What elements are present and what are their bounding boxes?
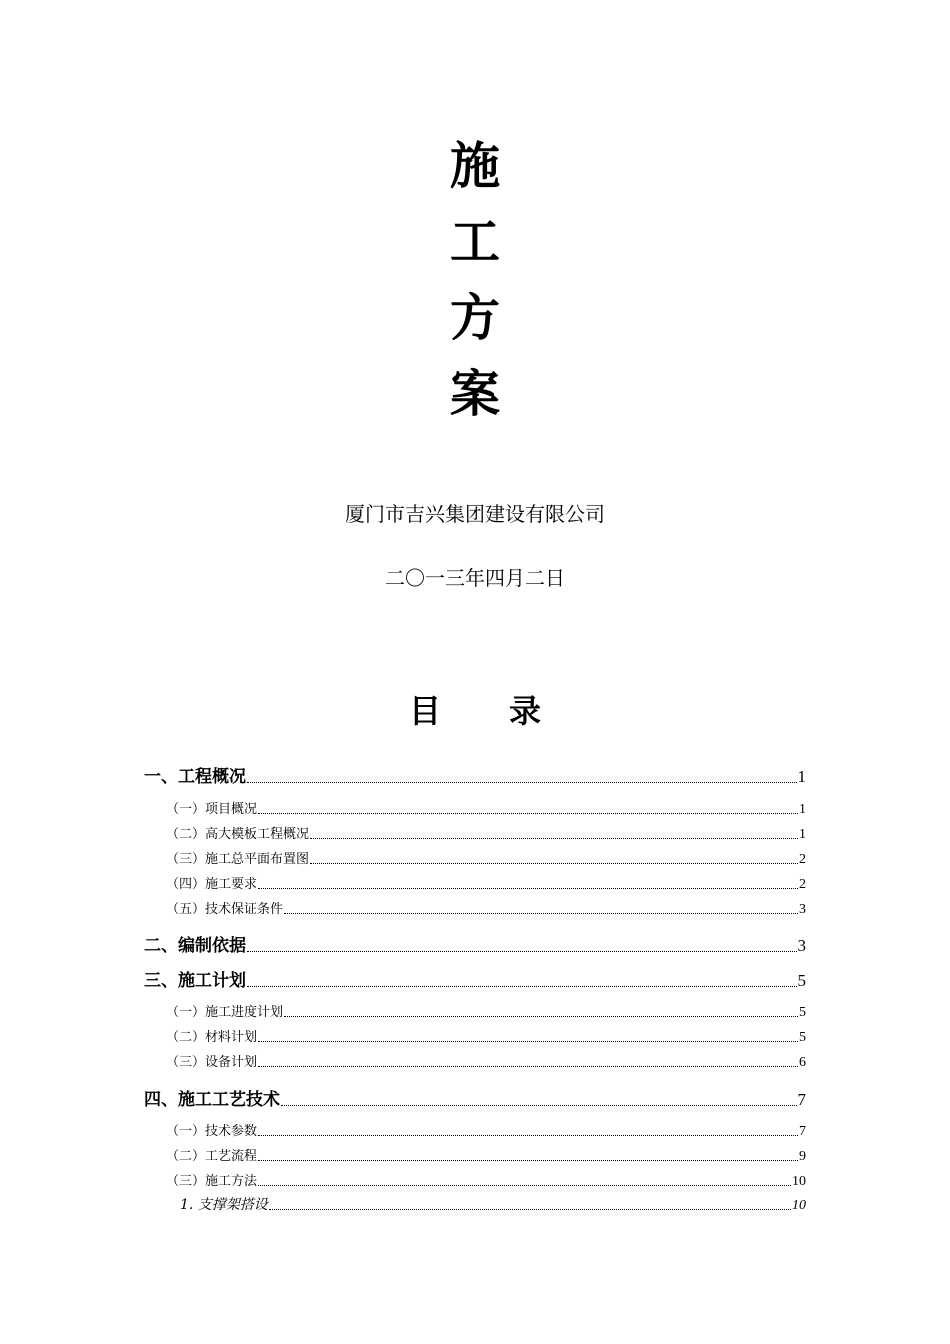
toc-entry-page: 10 (792, 1174, 806, 1189)
toc-entry-label: （二）材料计划 (166, 1030, 258, 1045)
toc-entry[interactable] (144, 1194, 806, 1214)
toc-entry-page: 7 (797, 1090, 806, 1109)
toc-entry-page: 5 (799, 1005, 806, 1020)
toc-entry-label: （三）设备计划 (166, 1055, 258, 1070)
toc-entry-page: 2 (799, 877, 806, 892)
toc-entry-page: 10 (792, 1198, 806, 1213)
toc-entry[interactable] (144, 1026, 806, 1046)
toc-entry-label: （四）施工要求 (166, 877, 258, 892)
toc-entry-label: 二、编制依据 (144, 936, 246, 956)
toc-leader-dots (247, 781, 797, 783)
toc-entry[interactable] (144, 823, 806, 843)
toc-entry[interactable] (144, 931, 806, 956)
title-char: 工 (450, 212, 500, 271)
company-name: 厦门市吉兴集团建设有限公司 (345, 502, 605, 526)
toc-entry-label: 四、施工工艺技术 (144, 1090, 280, 1110)
toc-leader-dots (258, 887, 798, 889)
toc-entry-page: 7 (799, 1124, 806, 1139)
toc-entry-page: 3 (799, 902, 806, 917)
toc-entry[interactable] (144, 873, 806, 893)
toc-leader-dots (269, 1208, 791, 1210)
toc-entry-page: 2 (799, 852, 806, 867)
document-date: 二〇一三年四月二日 (385, 566, 565, 590)
toc-leader-dots (284, 1015, 798, 1017)
toc-entry[interactable] (144, 1051, 806, 1071)
toc-entry-label: （五）技术保证条件 (166, 902, 284, 917)
toc-entry[interactable] (144, 798, 806, 818)
toc-entry-page: 5 (799, 1030, 806, 1045)
toc-leader-dots (258, 1134, 798, 1136)
toc-entry-label: 1. 支撑架搭设 (180, 1197, 268, 1213)
toc-leader-dots (258, 1184, 791, 1186)
toc-entry-page: 5 (797, 971, 806, 990)
toc-entry-label: 三、施工计划 (144, 971, 246, 991)
toc-entry-page: 1 (799, 802, 806, 817)
toc-leader-dots (258, 1159, 798, 1161)
toc-entry-label: （一）项目概况 (166, 802, 258, 817)
toc-entry[interactable] (144, 762, 806, 787)
title-char: 案 (450, 364, 500, 423)
toc-entry-page: 1 (797, 767, 806, 786)
toc-leader-dots (258, 812, 798, 814)
toc-entry-label: （三）施工方法 (166, 1174, 258, 1189)
toc-leader-dots (310, 862, 798, 864)
toc-leader-dots (281, 1104, 797, 1106)
toc-entry-page: 3 (797, 936, 806, 955)
toc-entry-label: （一）技术参数 (166, 1124, 258, 1139)
toc-leader-dots (310, 837, 798, 839)
toc-heading: 目录 (408, 692, 609, 730)
toc-entry-label: （三）施工总平面布置图 (166, 852, 310, 867)
toc-entry-label: （二）高大模板工程概况 (166, 827, 310, 842)
toc-leader-dots (258, 1040, 798, 1042)
toc-entry[interactable] (144, 1085, 806, 1110)
toc-leader-dots (258, 1065, 798, 1067)
toc-entry-label: 一、工程概况 (144, 767, 246, 787)
title-char: 方 (450, 288, 500, 347)
toc-entry[interactable] (144, 1170, 806, 1190)
toc-entry-page: 1 (799, 827, 806, 842)
toc-entry[interactable] (144, 1120, 806, 1140)
title-char: 施 (450, 136, 500, 195)
toc-entry-label: （一）施工进度计划 (166, 1005, 284, 1020)
toc-entry[interactable] (144, 1145, 806, 1165)
toc-entry-label: （二）工艺流程 (166, 1149, 258, 1164)
toc-leader-dots (247, 985, 797, 987)
toc-entry-page: 6 (799, 1055, 806, 1070)
toc-leader-dots (247, 950, 797, 952)
toc-entry[interactable] (144, 898, 806, 918)
toc-entry[interactable] (144, 966, 806, 991)
toc-entry-page: 9 (799, 1149, 806, 1164)
toc-leader-dots (284, 912, 798, 914)
toc-entry[interactable] (144, 1001, 806, 1021)
document-title (0, 128, 950, 432)
toc-entry[interactable] (144, 848, 806, 868)
